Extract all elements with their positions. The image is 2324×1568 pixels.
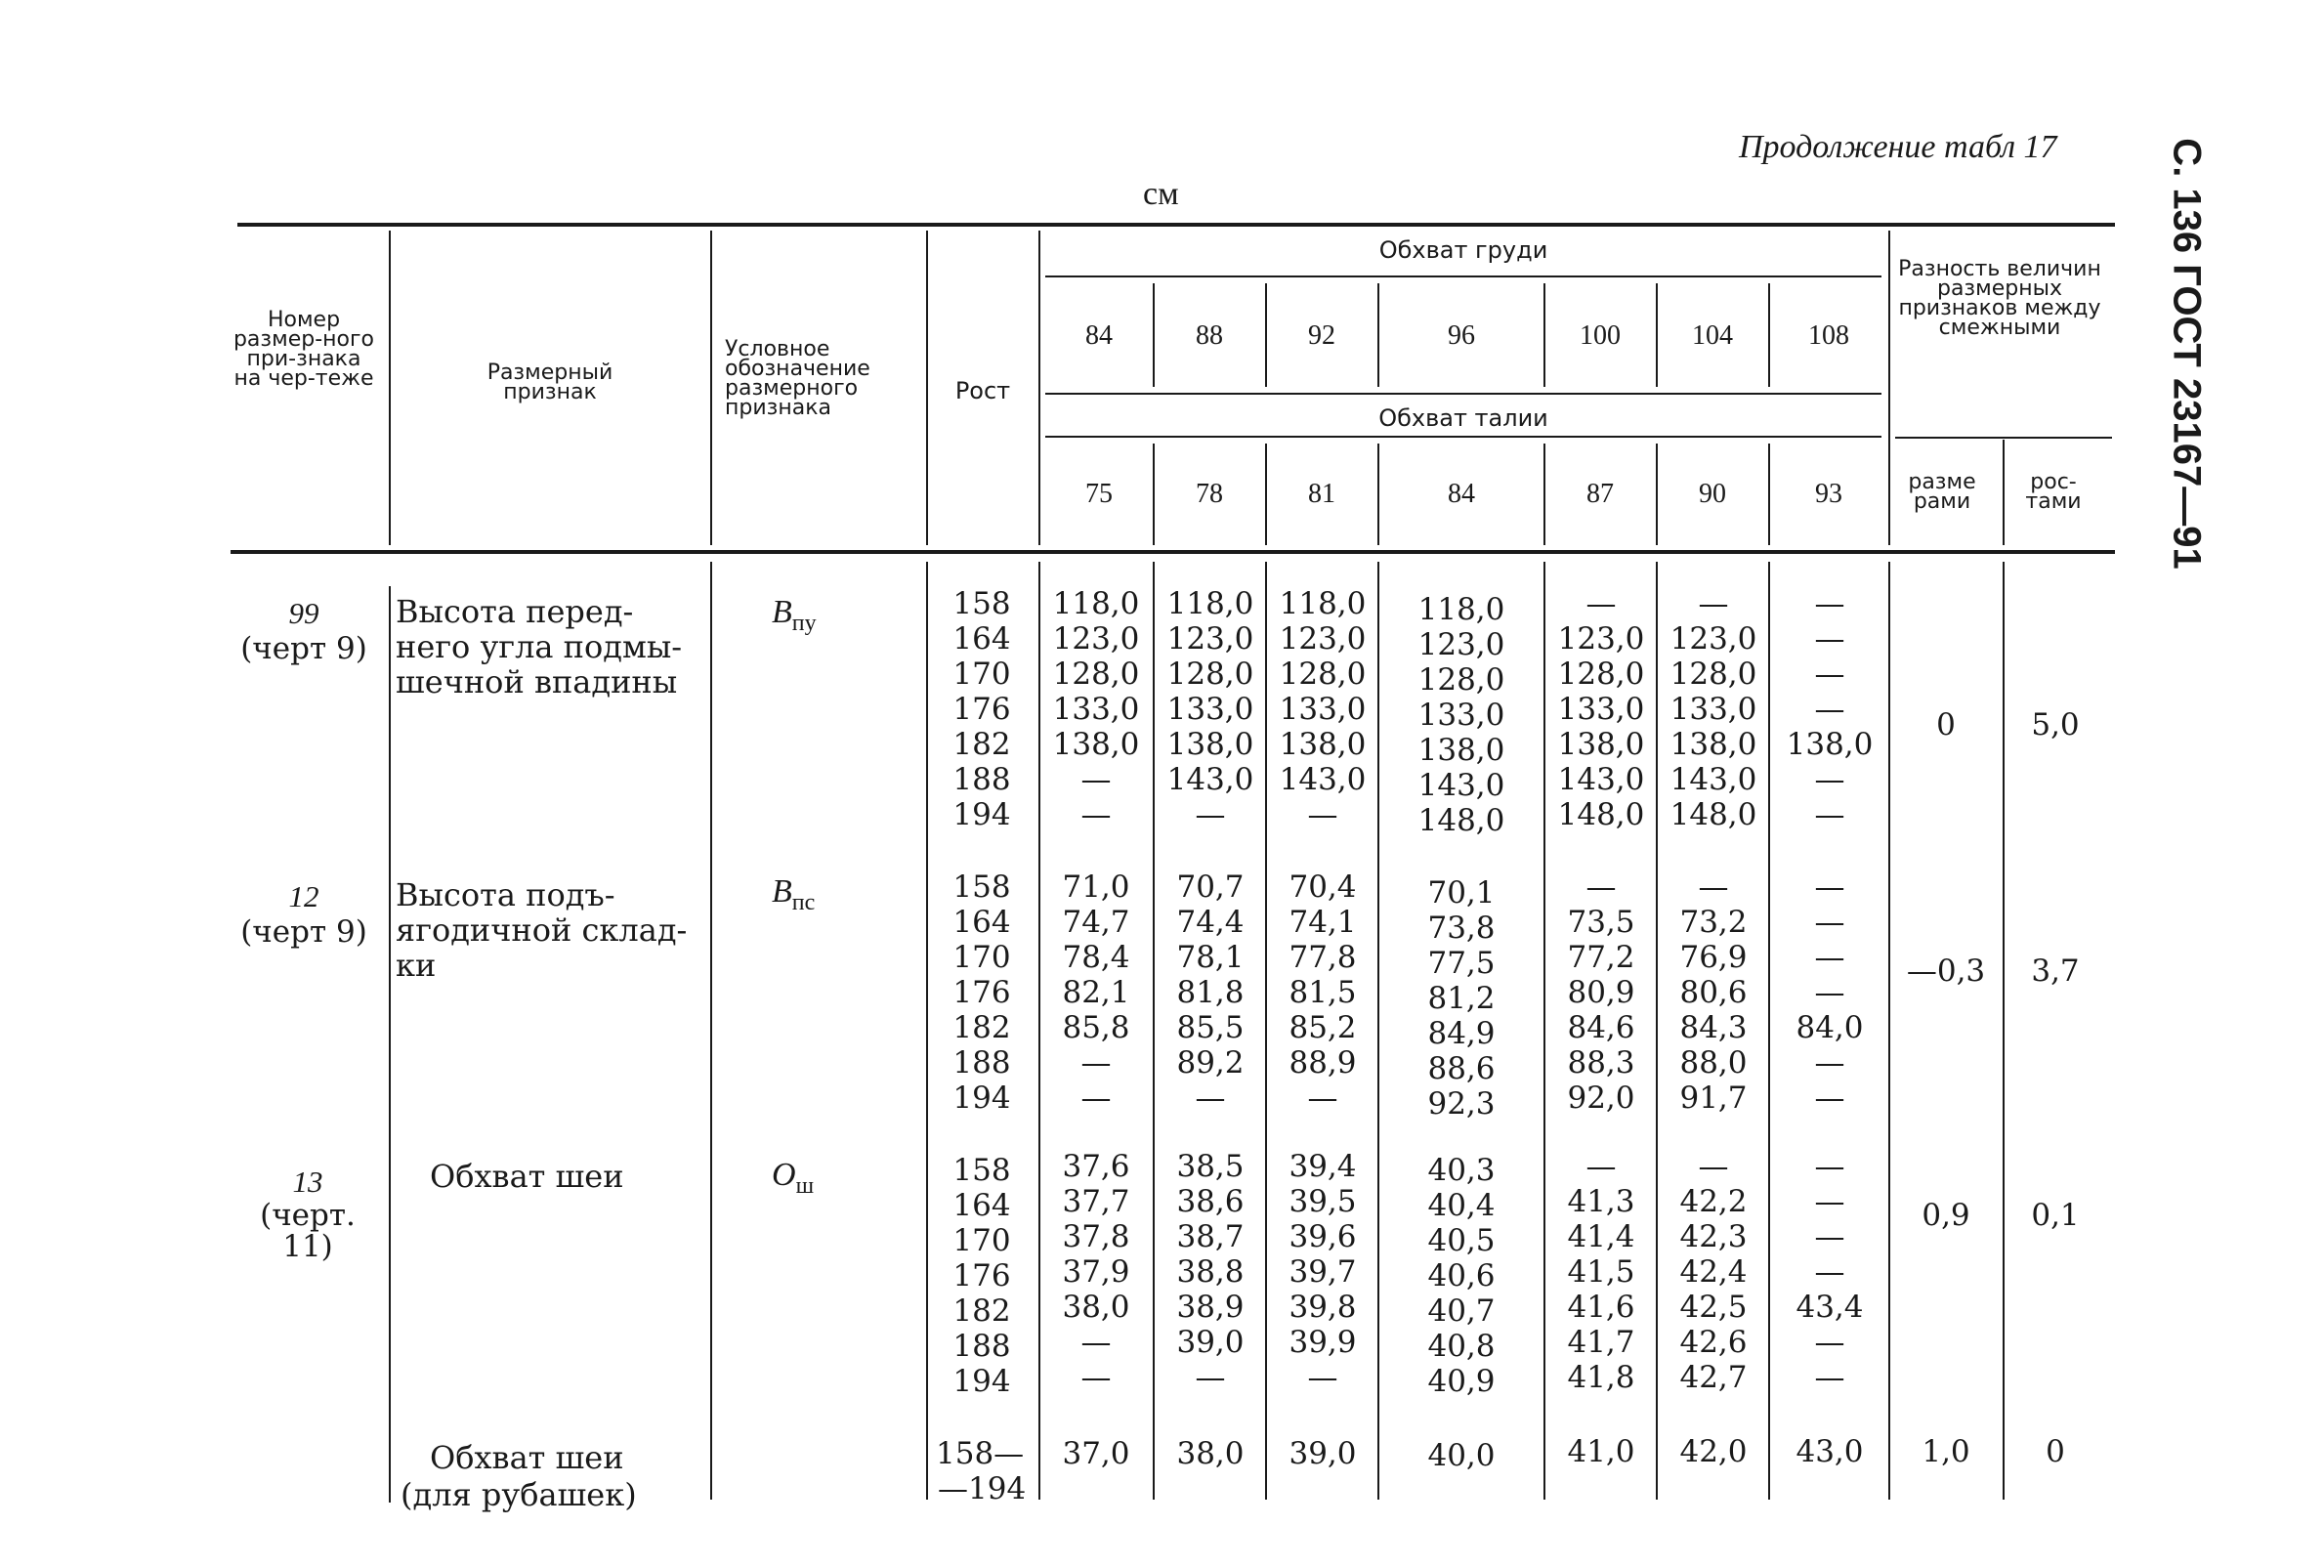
value-cell: 40,7 (1427, 1293, 1496, 1329)
diff-sizes-value: 0 (1936, 707, 1956, 742)
value-column (1659, 586, 1768, 832)
diff-heights-value: 3,7 (2031, 954, 2080, 989)
value-column (1041, 586, 1151, 832)
header-divider (1038, 231, 1040, 545)
value-column (1156, 869, 1265, 1116)
chest-value: 84 (1085, 320, 1113, 351)
value-cell: 80,6 (1679, 975, 1748, 1010)
diff-sizes-value: —0,3 (1906, 954, 1986, 989)
value-cell: 37,7 (1062, 1184, 1130, 1219)
value-column (1771, 586, 1888, 832)
value-column (1268, 869, 1377, 1116)
height-cell: 188 (952, 1329, 1011, 1364)
value-cell: — (1814, 1360, 1845, 1395)
height-cell: 188 (952, 1045, 1011, 1081)
value-cell: 88,6 (1427, 1051, 1496, 1086)
height-cell: 158 (952, 869, 1011, 905)
value-cell: — (1080, 1360, 1112, 1395)
value-cell: 85,5 (1176, 1010, 1245, 1045)
value-cell: 39,0 (1176, 1325, 1245, 1360)
value-cell: — (1814, 1081, 1845, 1116)
value-cell: 91,7 (1679, 1081, 1748, 1116)
value-cell: 41,6 (1567, 1290, 1635, 1325)
table-top-rule (237, 223, 2115, 227)
feature-title: Обхват шеи (430, 1158, 624, 1195)
value-column (1380, 1153, 1542, 1399)
side-page-label-text: С. 136 ГОСТ 23167—91 (2165, 138, 2209, 570)
value-cell: 133,0 (1279, 692, 1367, 727)
value-cell: 40,5 (1427, 1223, 1496, 1258)
value-cell: — (1814, 940, 1845, 975)
value-cell: 123,0 (1417, 627, 1505, 662)
value-cell: — (1698, 586, 1729, 621)
value-cell: 138,0 (1786, 727, 1874, 762)
header-waist: Обхват талии (1378, 404, 1548, 432)
height-cell: 182 (952, 1293, 1011, 1329)
value-cell: 89,2 (1176, 1045, 1245, 1081)
value-cell: 118,0 (1279, 586, 1367, 621)
header-bottom-rule (231, 550, 2115, 554)
height-cell: 182 (952, 1010, 1011, 1045)
value-cell: 37,8 (1062, 1219, 1130, 1254)
body-divider (926, 562, 928, 1500)
value-cell: — (1814, 1325, 1845, 1360)
diff-rule (1895, 437, 2112, 439)
value-cell: — (1814, 1149, 1845, 1184)
value-cell: 84,3 (1679, 1010, 1748, 1045)
value-cell: 74,7 (1062, 905, 1130, 940)
value-cell: 39,0 (1289, 1436, 1357, 1471)
drawing-ref: (черт. 11) (260, 1198, 356, 1264)
waist-rule (1045, 436, 1881, 438)
value-cell: — (1814, 975, 1845, 1010)
value-cell: 40,6 (1427, 1258, 1496, 1293)
diff-heights-value: 0 (2046, 1434, 2065, 1469)
value-cell: 148,0 (1557, 797, 1645, 832)
value-cell: 40,9 (1427, 1364, 1496, 1399)
drawing-ref: (черт 9) (240, 914, 367, 950)
height-cell: 176 (952, 975, 1011, 1010)
value-cell: 84,9 (1427, 1016, 1496, 1051)
chest-value: 88 (1196, 320, 1223, 351)
value-cell: 84,6 (1567, 1010, 1635, 1045)
value-cell: 37,0 (1062, 1436, 1130, 1471)
value-cell: 84,0 (1796, 1010, 1864, 1045)
value-cell: 80,9 (1567, 975, 1635, 1010)
height-cell: 188 (952, 762, 1011, 797)
value-cell: 128,0 (1166, 657, 1254, 692)
value-cell: 73,2 (1679, 905, 1748, 940)
body-divider (389, 586, 391, 1503)
height-cell: 158 (952, 1153, 1011, 1188)
header-chest: Обхват груди (1378, 236, 1548, 264)
value-column (1156, 586, 1265, 832)
value-cell: — (1814, 1045, 1845, 1081)
height-cell: 176 (952, 1258, 1011, 1293)
header-diff: Разность величин размерных признаков между смежными (1898, 257, 2101, 340)
value-cell: 143,0 (1417, 768, 1505, 803)
value-cell: 40,8 (1427, 1329, 1496, 1364)
value-cell: 77,8 (1289, 940, 1357, 975)
value-cell: 39,4 (1289, 1149, 1357, 1184)
feature-subtitle: (для рубашек) (401, 1476, 637, 1513)
continuation-label: Продолжение табл 17 (1739, 129, 2057, 165)
value-cell: 128,0 (1557, 657, 1645, 692)
header-number: Номер размер-ного при-знака на чер-теже (232, 308, 375, 391)
value-cell: 41,7 (1567, 1325, 1635, 1360)
value-cell: 138,0 (1166, 727, 1254, 762)
header-diff-sizes: разме рами (1908, 470, 1976, 514)
value-cell: 39,9 (1289, 1325, 1357, 1360)
body-divider (1888, 562, 1890, 1500)
body-divider (710, 562, 712, 1500)
height-cell: 164 (952, 905, 1011, 940)
value-cell: 138,0 (1417, 733, 1505, 768)
waist-value: 78 (1196, 479, 1223, 509)
value-cell: 133,0 (1417, 698, 1505, 733)
value-cell: 138,0 (1669, 727, 1757, 762)
value-column (1546, 869, 1656, 1116)
drawing-ref: (черт 9) (240, 631, 367, 666)
value-cell: — (1080, 1325, 1112, 1360)
value-cell: 88,0 (1679, 1045, 1748, 1081)
height-cell: 170 (952, 657, 1011, 692)
value-cell: 81,2 (1427, 981, 1496, 1016)
value-cell: 77,5 (1427, 946, 1496, 981)
body-divider (1543, 562, 1545, 1500)
value-cell: 71,0 (1062, 869, 1130, 905)
value-cell: — (1814, 797, 1845, 832)
chest-value: 100 (1580, 320, 1621, 351)
body-divider (1768, 562, 1770, 1500)
value-cell: 39,8 (1289, 1290, 1357, 1325)
header-divider (710, 231, 712, 545)
value-cell: 123,0 (1166, 621, 1254, 657)
value-cell: — (1814, 1184, 1845, 1219)
header-divider (926, 231, 928, 545)
value-cell: 41,5 (1567, 1254, 1635, 1290)
value-cell: 40,3 (1427, 1153, 1496, 1188)
value-cell: 42,4 (1679, 1254, 1748, 1290)
value-cell: 128,0 (1417, 662, 1505, 698)
value-cell: — (1080, 762, 1112, 797)
value-column (1156, 1149, 1265, 1395)
value-cell: 42,6 (1679, 1325, 1748, 1360)
value-cell: 38,7 (1176, 1219, 1245, 1254)
value-cell: 88,3 (1567, 1045, 1635, 1081)
body-divider (2003, 562, 2005, 1500)
header-diff-heights: рос-тами (2025, 470, 2082, 514)
value-cell: 76,9 (1679, 940, 1748, 975)
value-cell: 85,2 (1289, 1010, 1357, 1045)
feature-number: 13 (292, 1165, 323, 1199)
value-cell: 88,9 (1289, 1045, 1357, 1081)
height-cell: 170 (952, 940, 1011, 975)
height-cell: 164 (952, 621, 1011, 657)
chest-value: 96 (1448, 320, 1475, 351)
value-cell: — (1814, 1254, 1845, 1290)
height-cell: 182 (952, 727, 1011, 762)
value-cell: — (1307, 1360, 1338, 1395)
value-cell: 138,0 (1052, 727, 1140, 762)
value-cell: 38,6 (1176, 1184, 1245, 1219)
value-cell: 43,0 (1796, 1434, 1864, 1469)
header-divider (389, 231, 391, 545)
value-cell: 73,5 (1567, 905, 1635, 940)
height-column (933, 869, 1031, 1116)
value-cell: 37,9 (1062, 1254, 1130, 1290)
value-cell: 74,1 (1289, 905, 1357, 940)
feature-title: Высота подъ-ягодичной склад-ки (396, 876, 688, 984)
diff-heights-value: 5,0 (2031, 707, 2080, 742)
value-cell: — (1814, 692, 1845, 727)
value-cell: 40,0 (1427, 1438, 1496, 1473)
value-cell: — (1814, 621, 1845, 657)
value-cell: — (1080, 1081, 1112, 1116)
chest-value: 92 (1308, 320, 1335, 351)
value-column (1041, 869, 1151, 1116)
value-cell: 143,0 (1166, 762, 1254, 797)
side-page-label (2157, 129, 2216, 578)
value-cell: 42,3 (1679, 1219, 1748, 1254)
body-divider (1153, 562, 1155, 1500)
value-cell: 148,0 (1417, 803, 1505, 838)
value-cell: 70,1 (1427, 875, 1496, 911)
value-cell: — (1585, 869, 1617, 905)
waist-value: 81 (1308, 479, 1335, 509)
value-cell: 77,2 (1567, 940, 1635, 975)
value-cell: 78,4 (1062, 940, 1130, 975)
value-cell: 128,0 (1052, 657, 1140, 692)
chest-rule (1045, 275, 1881, 277)
value-cell: 133,0 (1669, 692, 1757, 727)
value-cell: 118,0 (1052, 586, 1140, 621)
value-column (1380, 875, 1542, 1122)
chest-values-rule (1045, 393, 1881, 395)
body-divider (1265, 562, 1267, 1500)
value-cell: 73,8 (1427, 911, 1496, 946)
value-cell: — (1814, 762, 1845, 797)
header-designation: Условное обозначение размерного признака (725, 337, 870, 420)
chest-value: 104 (1692, 320, 1733, 351)
value-cell: 81,8 (1176, 975, 1245, 1010)
value-cell: — (1195, 1081, 1226, 1116)
feature-symbol: $B_{пу}$ (772, 594, 817, 636)
value-column (1771, 869, 1888, 1116)
value-cell: 138,0 (1557, 727, 1645, 762)
value-column (1659, 869, 1768, 1116)
value-cell: 43,4 (1796, 1290, 1864, 1325)
height-cell: 194 (952, 797, 1011, 832)
value-cell: 81,5 (1289, 975, 1357, 1010)
header-divider (1888, 231, 1890, 545)
value-cell: 42,7 (1679, 1360, 1748, 1395)
value-cell: 128,0 (1279, 657, 1367, 692)
value-cell: — (1698, 869, 1729, 905)
value-cell: 78,1 (1176, 940, 1245, 975)
diff-heights-value: 0,1 (2031, 1198, 2080, 1233)
feature-title: Высота перед-него угла подмы-шечной впадины (396, 593, 683, 700)
body-divider (1038, 562, 1040, 1500)
waist-value: 90 (1699, 479, 1726, 509)
height-cell: 158 (952, 586, 1011, 621)
value-cell: 70,4 (1289, 869, 1357, 905)
waist-value: 93 (1815, 479, 1842, 509)
value-cell: 70,7 (1176, 869, 1245, 905)
height-cell: 170 (952, 1223, 1011, 1258)
value-cell: — (1585, 586, 1617, 621)
height-range-start: 158— (936, 1436, 1025, 1471)
value-cell: 133,0 (1166, 692, 1254, 727)
value-cell: 85,8 (1062, 1010, 1130, 1045)
value-cell: — (1814, 657, 1845, 692)
value-column (1659, 1149, 1768, 1395)
value-cell: 40,4 (1427, 1188, 1496, 1223)
value-cell: 138,0 (1279, 727, 1367, 762)
value-column (1268, 586, 1377, 832)
feature-symbol: $B_{пс}$ (772, 873, 816, 915)
value-cell: 39,6 (1289, 1219, 1357, 1254)
value-cell: 148,0 (1669, 797, 1757, 832)
value-cell: 133,0 (1557, 692, 1645, 727)
value-cell: 92,3 (1427, 1086, 1496, 1122)
value-cell: 41,4 (1567, 1219, 1635, 1254)
value-cell: — (1195, 1360, 1226, 1395)
feature-number: 99 (288, 596, 319, 630)
waist-value: 87 (1586, 479, 1614, 509)
value-cell: — (1307, 797, 1338, 832)
waist-value: 84 (1448, 479, 1475, 509)
value-cell: 82,1 (1062, 975, 1130, 1010)
value-cell: 118,0 (1417, 592, 1505, 627)
value-cell: 38,9 (1176, 1290, 1245, 1325)
diff-sizes-value: 0,9 (1922, 1198, 1970, 1233)
height-cell: 194 (952, 1081, 1011, 1116)
value-cell: 38,8 (1176, 1254, 1245, 1290)
feature-title: Обхват шеи (430, 1439, 624, 1476)
value-column (1041, 1149, 1151, 1395)
value-cell: — (1195, 797, 1226, 832)
header-feature: Размерный признак (486, 360, 613, 404)
value-cell: 123,0 (1279, 621, 1367, 657)
value-cell: 39,5 (1289, 1184, 1357, 1219)
value-cell: 38,5 (1176, 1149, 1245, 1184)
value-cell: — (1080, 1045, 1112, 1081)
height-range-end: —194 (938, 1471, 1027, 1506)
value-cell: 42,0 (1679, 1434, 1748, 1469)
value-cell: — (1698, 1149, 1729, 1184)
value-cell: — (1814, 905, 1845, 940)
value-cell: 37,6 (1062, 1149, 1130, 1184)
feature-number: 12 (288, 879, 319, 913)
height-column (933, 586, 1031, 832)
value-column (1268, 1149, 1377, 1395)
diff-sizes-value: 1,0 (1922, 1434, 1970, 1469)
value-cell: — (1814, 586, 1845, 621)
value-cell: 38,0 (1062, 1290, 1130, 1325)
value-cell: 39,7 (1289, 1254, 1357, 1290)
value-cell: 41,3 (1567, 1184, 1635, 1219)
value-column (1546, 1149, 1656, 1395)
value-cell: 41,8 (1567, 1360, 1635, 1395)
value-cell: 42,2 (1679, 1184, 1748, 1219)
height-cell: 176 (952, 692, 1011, 727)
value-cell: 38,0 (1176, 1436, 1245, 1471)
chest-value: 108 (1808, 320, 1849, 351)
value-cell: 41,0 (1567, 1434, 1635, 1469)
height-column (933, 1153, 1031, 1399)
feature-symbol: $O_ш$ (772, 1157, 815, 1199)
value-cell: 118,0 (1166, 586, 1254, 621)
value-cell: 123,0 (1557, 621, 1645, 657)
height-cell: 164 (952, 1188, 1011, 1223)
height-cell: 194 (952, 1364, 1011, 1399)
value-cell: 128,0 (1669, 657, 1757, 692)
value-cell: 133,0 (1052, 692, 1140, 727)
unit-label: см (1143, 176, 1179, 212)
body-divider (1377, 562, 1379, 1500)
value-cell: 42,5 (1679, 1290, 1748, 1325)
value-cell: — (1814, 869, 1845, 905)
value-cell: — (1307, 1081, 1338, 1116)
value-column (1380, 592, 1542, 838)
value-cell: 143,0 (1279, 762, 1367, 797)
header-height: Рост (954, 377, 1011, 404)
value-cell: 123,0 (1669, 621, 1757, 657)
value-column (1546, 586, 1656, 832)
value-cell: 74,4 (1176, 905, 1245, 940)
value-cell: — (1814, 1219, 1845, 1254)
value-cell: 92,0 (1567, 1081, 1635, 1116)
value-cell: — (1585, 1149, 1617, 1184)
waist-value: 75 (1085, 479, 1113, 509)
header-divider (2003, 440, 2005, 545)
body-divider (1656, 562, 1658, 1500)
value-column (1771, 1149, 1888, 1395)
value-cell: 143,0 (1669, 762, 1757, 797)
value-cell: 123,0 (1052, 621, 1140, 657)
value-cell: — (1080, 797, 1112, 832)
value-cell: 143,0 (1557, 762, 1645, 797)
